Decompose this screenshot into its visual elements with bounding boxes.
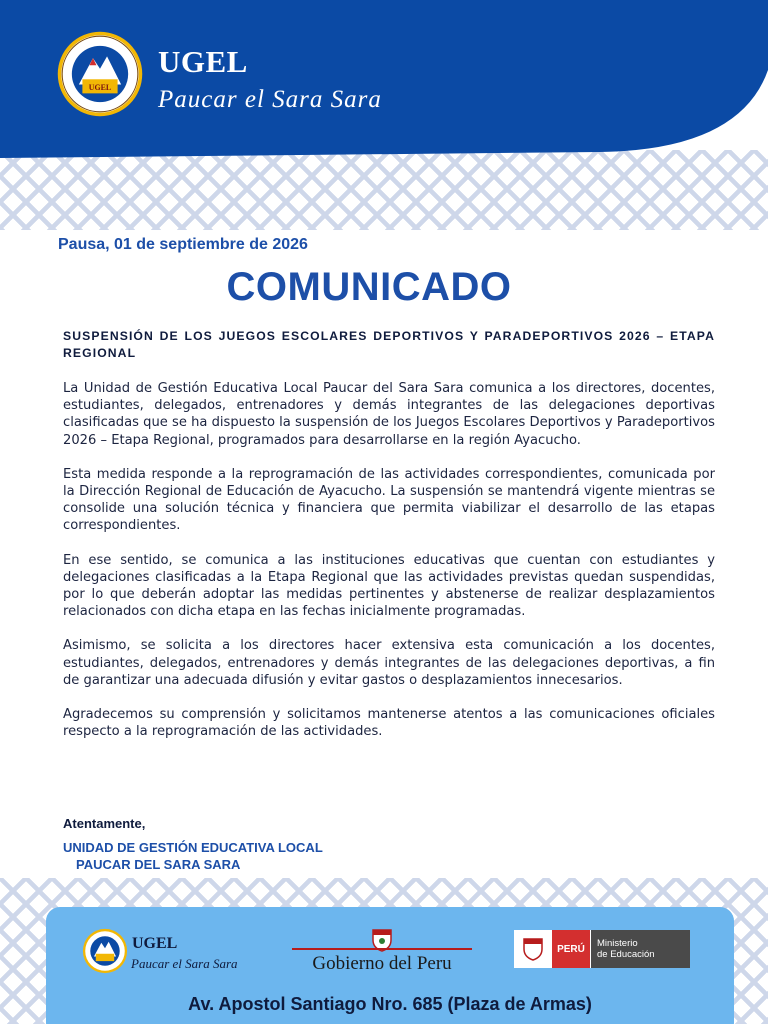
document-body: [63, 380, 715, 757]
minedu-name: [590, 930, 690, 968]
minedu-peru-label: PERÚ: [552, 930, 590, 968]
footer-brand: UGEL: [132, 935, 178, 952]
minedu-line2: de Educación: [597, 949, 655, 960]
paragraph-2: Esta medida responde a la reprogramación de las actividades correspondientes, comunicada por la Dirección Regional de Educación de Ayacucho. La suspensión se mantendrá vigente mientras se consolide una solución técnica y financiera que permita viabilizar el desarrollo de las etapas correspondientes.: [63, 466, 715, 534]
footer-subtitle: Paucar el Sara Sara: [131, 956, 238, 971]
minedu-line1: Ministerio: [597, 938, 638, 949]
paragraph-1: La Unidad de Gestión Educativa Local Paucar del Sara Sara comunica a los directores, docentes, estudiantes, delegados, entrenadores y demás integrantes de las delegaciones deportivas clasificadas que se ha dispuesto la suspensión de los Juegos Escolares Deportivos y Paradeportivos 2026 – Etapa Regional, programados para desarrollarse en la región Ayacucho.: [63, 381, 715, 448]
signature-org-line1: UNIDAD DE GESTIÓN EDUCATIVA LOCAL: [63, 840, 323, 855]
document-title: COMUNICADO: [226, 265, 512, 309]
paragraph-4: Asimismo, se solicita a los directores hacer extensiva esta comunicación a los docentes, estudiantes, delegados, entrenadores y demás integrantes de las delegaciones deportivas, a fin de garantizar una adecuada difusión y evitar gastos o desplazamientos innecesarios.: [63, 638, 715, 688]
ugel-logo: [56, 30, 144, 118]
closing: Atentamente,: [63, 816, 146, 831]
document-subject: SUSPENSIÓN DE LOS JUEGOS ESCOLARES DEPORTIVOS Y PARADEPORTIVOS 2026 – ETAPA REGIONAL: [63, 329, 715, 360]
header-brand: UGEL: [158, 44, 248, 79]
gob-divider: [292, 948, 472, 950]
minedu-logo: [514, 930, 690, 968]
footer-address: Av. Apostol Santiago Nro. 685 (Plaza de Armas): [188, 994, 592, 1014]
footer-ugel-logo: [82, 928, 128, 974]
paragraph-3: En ese sentido, se comunica a las instituciones educativas que cuentan con estudiantes y delegaciones clasificadas a la Etapa Regional que las actividades previstas quedan suspendidas, por lo que deberán adoptar las medidas pertinentes y abstenerse de realizar desplazamientos relacionados con dicha etapa en las fechas inicialmente programadas.: [63, 552, 715, 620]
gobierno-del-peru-logo: Gobierno del Peru: [312, 953, 452, 974]
header-subtitle: Paucar el Sara Sara: [158, 86, 382, 113]
signature-org-line2: PAUCAR DEL SARA SARA: [76, 857, 241, 872]
paragraph-5: Agradecemos su comprensión y solicitamos mantenerse atentos a las comunicaciones oficiales respecto a la reprogramación de las actividades.: [63, 707, 715, 740]
minedu-crest-icon: [514, 930, 552, 968]
document-date: Pausa, 01 de septiembre de 2026: [58, 236, 308, 253]
svg-text:UGEL: UGEL: [88, 82, 112, 92]
